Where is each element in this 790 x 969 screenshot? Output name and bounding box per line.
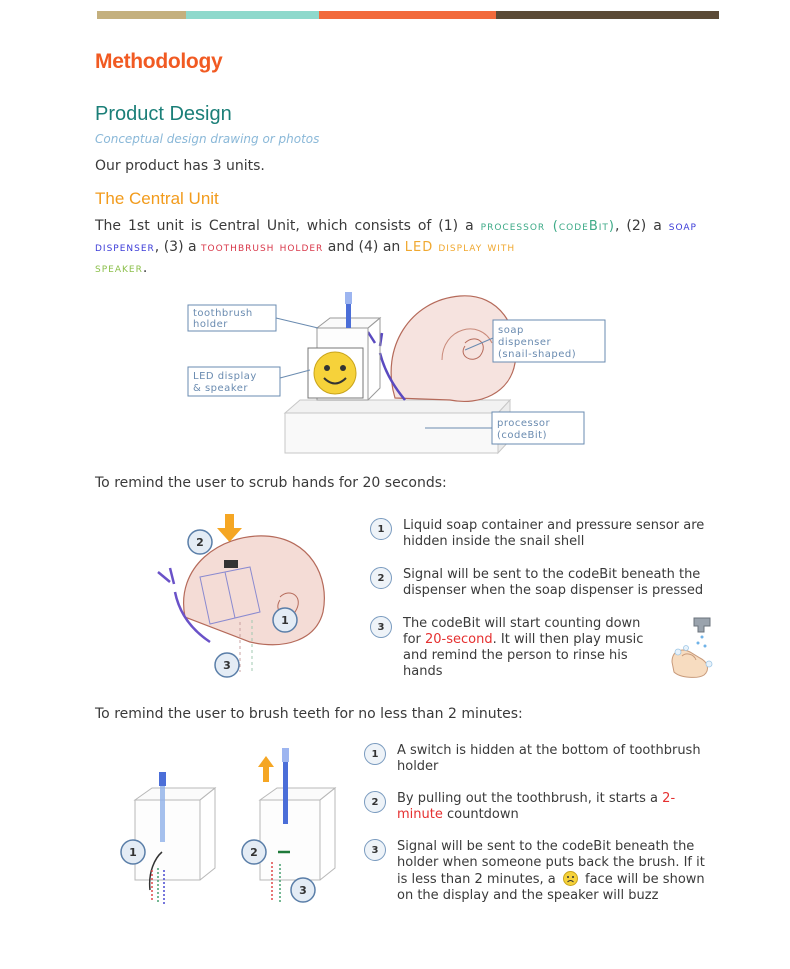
label-text: LED display xyxy=(193,371,257,382)
step-text xyxy=(397,839,714,904)
step-number-badge: 3 xyxy=(370,616,392,638)
central-unit-heading: The Central Unit xyxy=(95,189,219,208)
text-segment: , (2) a xyxy=(615,218,669,234)
bar-segment-brown xyxy=(496,11,719,19)
holder-cube-left xyxy=(135,788,215,880)
text-segment: face will be shown on the display and the speaker will buzz xyxy=(397,872,705,903)
callout-2 xyxy=(242,840,266,864)
callout-number: 1 xyxy=(129,846,137,859)
callout-number: 2 xyxy=(250,846,258,859)
label-text: holder xyxy=(193,319,228,330)
label-text: toothbrush xyxy=(193,308,253,319)
step-number-badge: 2 xyxy=(364,791,386,813)
keyword-soap-dispenser: soap dispenser xyxy=(95,219,697,255)
text-segment: The codeBit will start counting down for xyxy=(403,616,641,647)
step-text xyxy=(403,616,660,680)
callout-1 xyxy=(121,840,145,864)
text-segment: By pulling out the toothbrush, it starts a xyxy=(397,791,663,806)
label-text: (snail-shaped) xyxy=(498,349,577,360)
brush-step-2 xyxy=(364,791,709,823)
callout-number: 3 xyxy=(299,884,307,897)
step-number-badge: 2 xyxy=(370,567,392,589)
callout-number: 2 xyxy=(196,536,204,549)
step-text: Liquid soap container and pressure sensor are hidden inside the snail shell xyxy=(403,518,705,549)
label-text: dispenser xyxy=(498,337,552,348)
top-color-bar xyxy=(97,11,719,19)
highlight-duration: 2-minute xyxy=(397,791,676,822)
step-text xyxy=(397,791,709,823)
bar-segment-orange xyxy=(319,11,496,19)
keyword-toothbrush-holder: toothbrush holder xyxy=(201,240,324,255)
soap-dispenser-diagram xyxy=(140,512,340,684)
pump-sketch xyxy=(224,560,238,568)
callout-number: 1 xyxy=(281,614,289,627)
text-segment: Signal will be sent to the codeBit beneath the holder when someone puts back the brush. If it is less than 2 minutes, a xyxy=(397,839,705,887)
text-segment: , (3) a xyxy=(154,239,202,255)
callout-2 xyxy=(188,530,212,554)
processor-base-sketch xyxy=(285,400,510,453)
central-unit-diagram xyxy=(180,288,610,458)
intro-paragraph: Our product has 3 units. xyxy=(95,158,265,174)
text-segment: countdown xyxy=(442,807,519,822)
bar-segment-tan xyxy=(97,11,186,19)
keyword-speaker: speaker xyxy=(95,261,143,276)
label-text: soap xyxy=(498,325,524,336)
label-led-display xyxy=(188,367,310,396)
step-number-badge: 1 xyxy=(364,743,386,765)
label-text: & speaker xyxy=(193,383,249,394)
press-arrow-icon xyxy=(217,514,242,542)
step-text: Signal will be sent to the codeBit beneath the dispenser when the soap dispenser is pressed xyxy=(403,567,704,598)
brush-intro: To remind the user to brush teeth for no less than 2 minutes: xyxy=(95,706,523,722)
toothbrush-pulled-out xyxy=(282,748,289,824)
text-segment: . It will then play music and remind the person to rinse his hands xyxy=(403,632,644,679)
callout-3 xyxy=(291,878,315,902)
scrub-step-3 xyxy=(370,616,660,680)
text-segment: The 1st unit is Central Unit, which consists of (1) a xyxy=(95,218,481,234)
hand-washing-icon xyxy=(664,612,720,680)
step-text: A switch is hidden at the bottom of toothbrush holder xyxy=(397,743,701,774)
led-display-sketch xyxy=(308,348,363,398)
toothbrush-sketch xyxy=(345,292,352,328)
central-unit-paragraph xyxy=(95,216,697,279)
label-toothbrush-holder xyxy=(188,305,318,331)
keyword-processor: processor (codeBit) xyxy=(480,219,615,234)
image-caption: Conceptual design drawing or photos xyxy=(95,132,320,146)
text-segment: and (4) an xyxy=(323,239,405,255)
text-segment: . xyxy=(142,260,148,276)
callout-3 xyxy=(215,653,239,677)
highlight-duration: 20-second xyxy=(425,632,493,647)
toothbrush-in-holder xyxy=(159,772,166,842)
brush-step-1 xyxy=(364,743,709,775)
scrub-step-1 xyxy=(370,518,705,550)
product-design-heading: Product Design xyxy=(95,103,232,125)
bar-segment-teal xyxy=(186,11,319,19)
keyword-led-display: LED display with xyxy=(404,240,516,255)
callout-1 xyxy=(273,608,297,632)
label-text: processor xyxy=(497,418,551,429)
callout-number: 3 xyxy=(223,659,231,672)
sad-face-icon xyxy=(563,871,578,886)
page-title: Methodology xyxy=(95,50,223,73)
pull-up-arrow-icon xyxy=(258,756,274,782)
scrub-step-2 xyxy=(370,567,705,599)
scrub-intro: To remind the user to scrub hands for 20 seconds: xyxy=(95,475,447,491)
step-number-badge: 1 xyxy=(370,518,392,540)
toothbrush-holder-diagram xyxy=(100,740,350,912)
label-text: (codeBit) xyxy=(497,430,547,441)
step-number-badge: 3 xyxy=(364,839,386,861)
brush-step-3 xyxy=(364,839,714,904)
